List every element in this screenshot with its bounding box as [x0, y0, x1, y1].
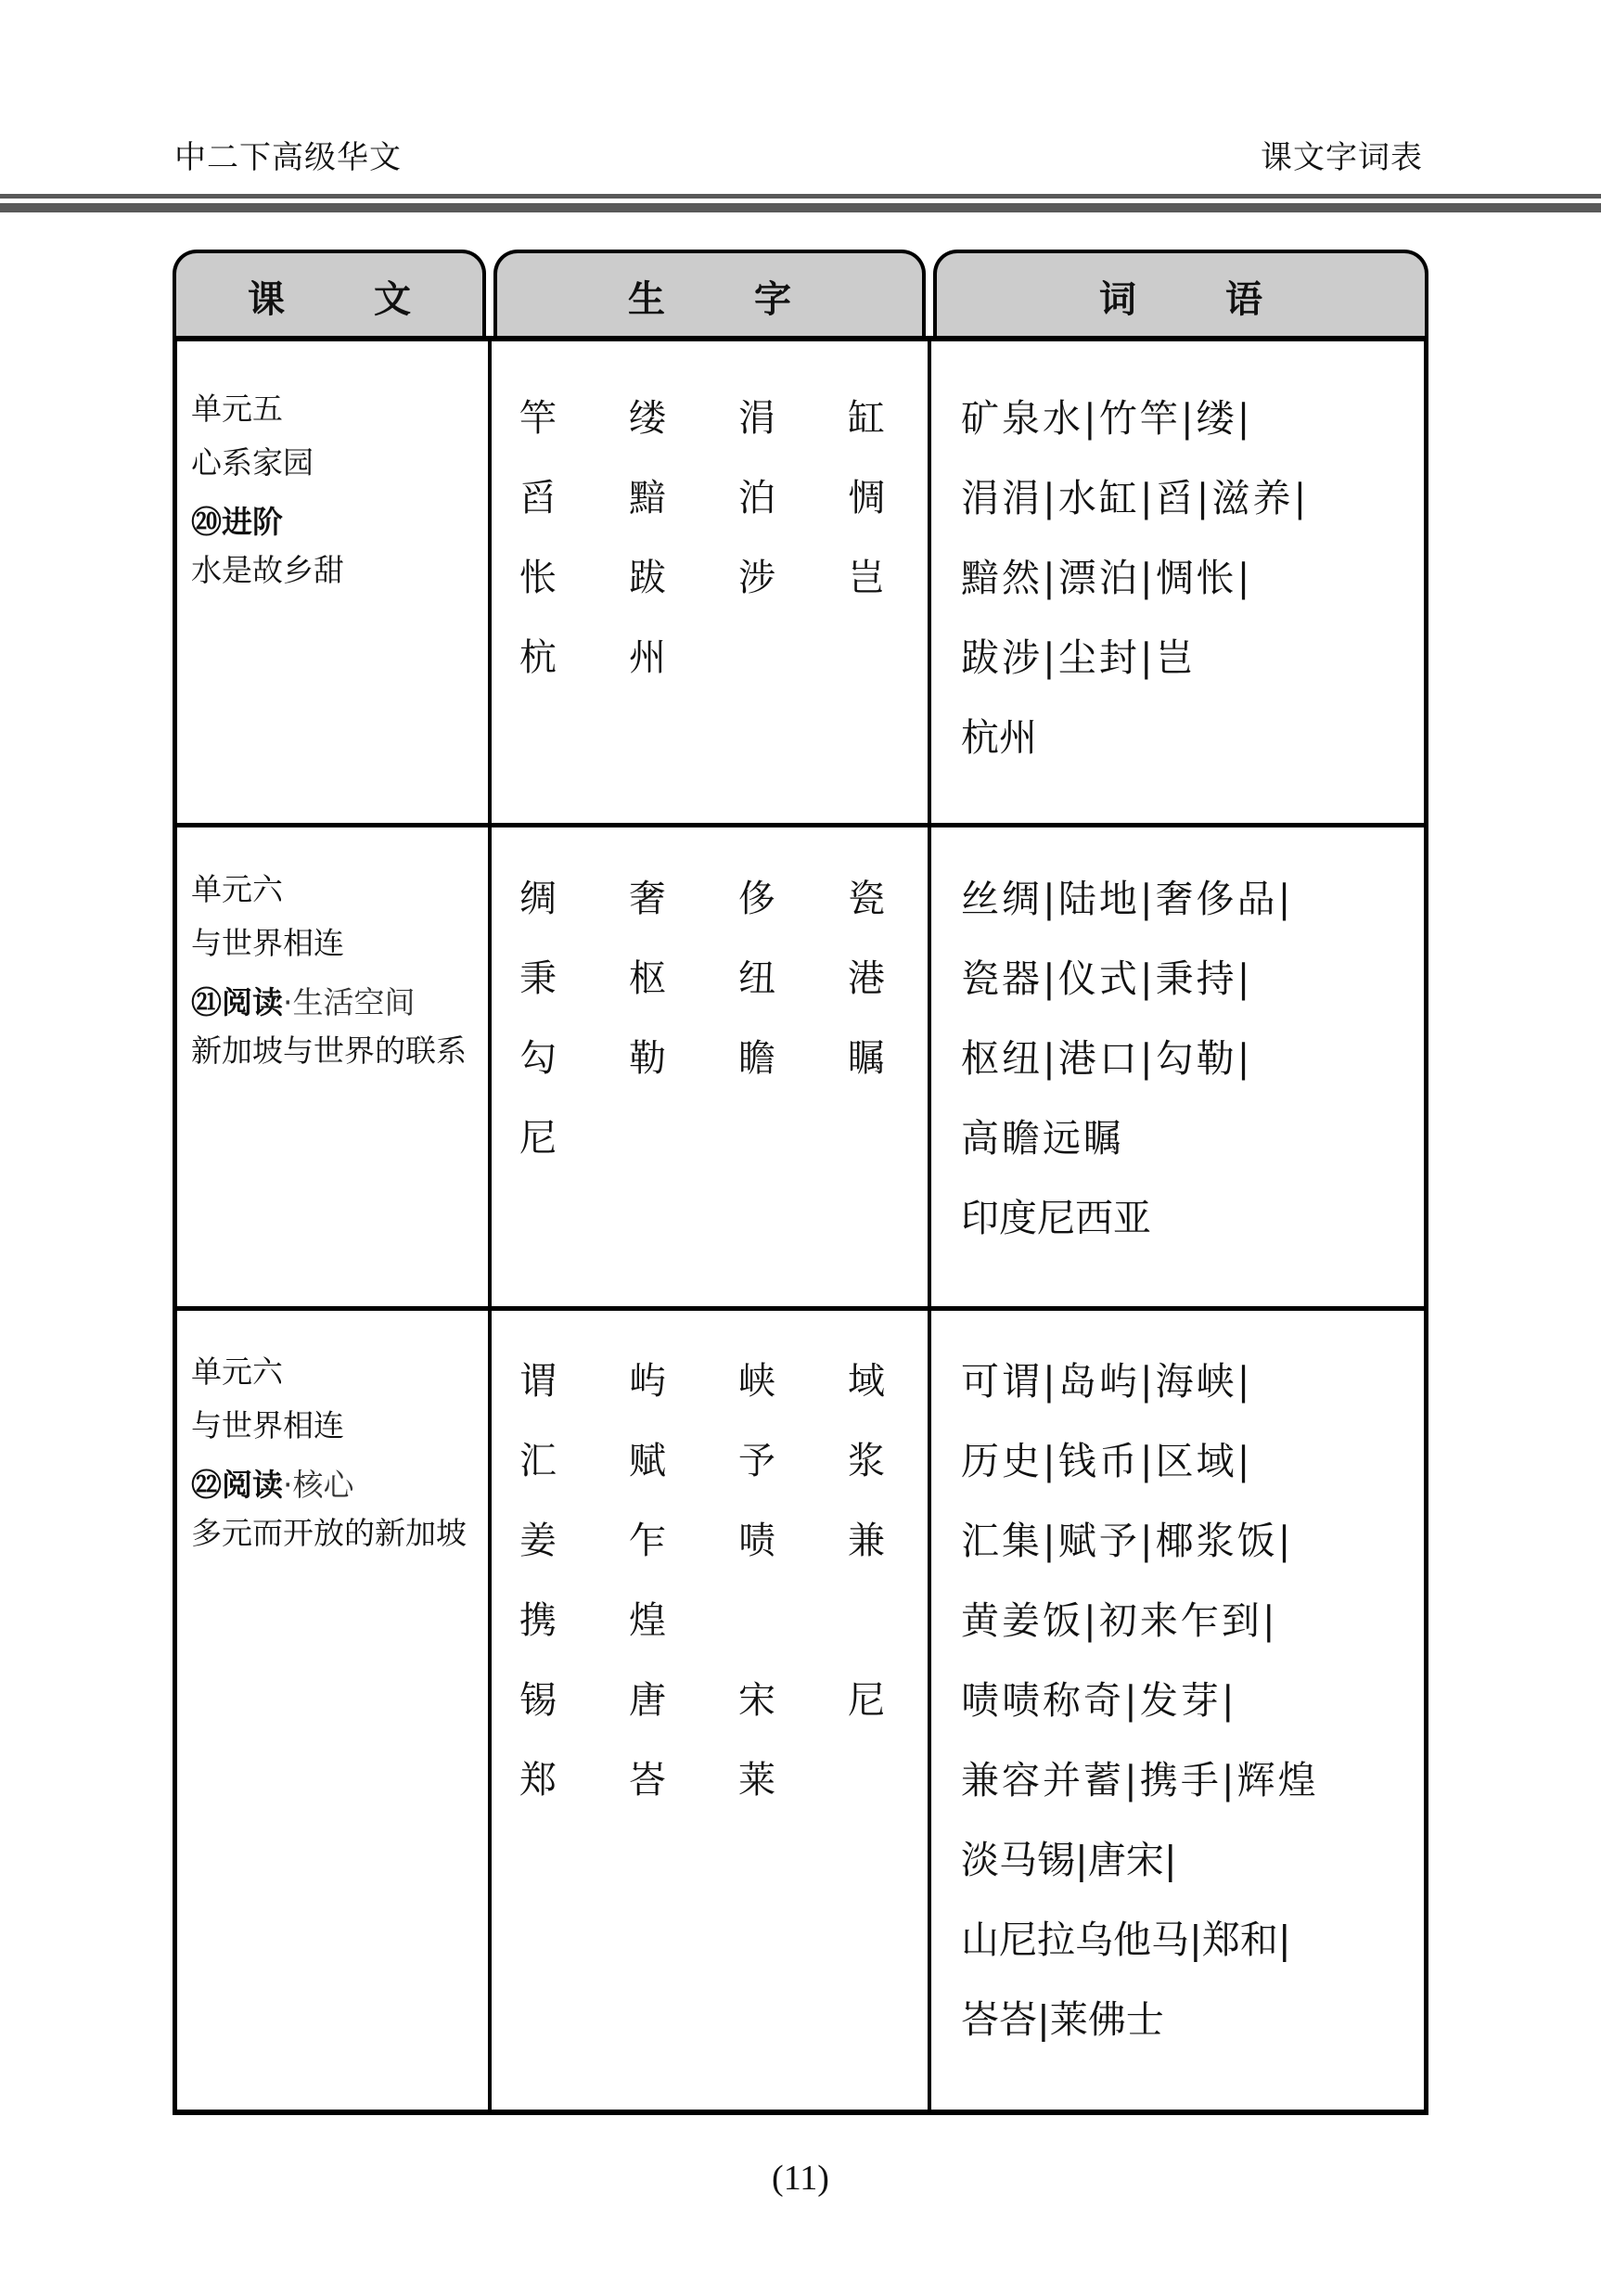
word-line: 高瞻远瞩	[961, 1116, 1124, 1161]
new-char: 赋	[629, 1440, 666, 1482]
new-char: 港	[848, 957, 885, 1000]
row-divider	[173, 823, 1428, 827]
new-char: 乍	[629, 1520, 666, 1562]
new-char: 涉	[738, 557, 775, 599]
word-line: 瓷器|仪式|秉持|	[961, 956, 1253, 1001]
running-header-right: 课文字词表	[1261, 139, 1423, 176]
row-divider	[173, 1306, 1428, 1311]
new-char: 缸	[848, 397, 885, 440]
new-char: 煌	[629, 1599, 666, 1642]
new-char: 尼	[519, 1117, 557, 1160]
word-line: 黯然|漂泊|惆怅|	[961, 556, 1253, 600]
lesson-cell	[191, 863, 479, 1078]
new-char: 涓	[738, 397, 775, 440]
lesson-heading: ㉑阅读·生活空间	[191, 984, 416, 1020]
word-line: 山尼拉乌他马|郑和|	[961, 1918, 1291, 1962]
new-char: 屿	[629, 1360, 666, 1403]
words-cell	[961, 859, 1415, 1258]
new-char: 峇	[629, 1759, 666, 1802]
word-line: 历史|钱币|区域|	[961, 1439, 1253, 1483]
word-line: 丝绸|陆地|奢侈品|	[961, 877, 1294, 921]
header-rule-thick	[0, 203, 1601, 212]
new-char: 锡	[519, 1679, 557, 1722]
new-char: 瞻	[738, 1037, 775, 1080]
new-char: 尼	[848, 1679, 885, 1722]
lesson-heading: ㉒阅读·核心	[191, 1467, 354, 1503]
word-line: 可谓|岛屿|海峡|	[961, 1359, 1253, 1404]
running-header-left: 中二下高级华文	[174, 139, 402, 176]
new-char: 跋	[629, 557, 666, 599]
new-char: 奢	[629, 878, 666, 920]
new-char: 泊	[738, 477, 775, 519]
lesson-title: 新加坡与世界的联系	[191, 1033, 467, 1069]
new-char	[848, 1740, 957, 1820]
new-char: 竿	[519, 397, 557, 440]
word-line: 涓涓|水缸|舀|滋养|	[961, 476, 1310, 520]
new-char: 莱	[738, 1759, 775, 1802]
new-char: 州	[629, 636, 666, 679]
words-cell	[961, 1341, 1415, 2059]
new-char: 舀	[519, 477, 557, 519]
lesson-cell	[191, 1345, 479, 1560]
new-chars-cell	[519, 378, 909, 698]
new-chars-cell	[519, 1341, 909, 1820]
unit-theme: 心系家园	[191, 444, 314, 481]
unit-label: 单元六	[191, 1353, 283, 1390]
lesson-heading: ⑳进阶	[191, 504, 283, 540]
new-char: 枢	[629, 957, 666, 1000]
header-rule-thin	[0, 194, 1601, 199]
new-char: 姜	[519, 1520, 557, 1562]
new-char: 杭	[519, 636, 557, 679]
word-line: 杭州	[961, 715, 1037, 760]
column-divider	[488, 340, 492, 2115]
word-line: 枢纽|港口|勾勒|	[961, 1036, 1253, 1081]
new-chars-cell	[519, 859, 909, 1178]
new-char: 唐	[629, 1679, 666, 1722]
new-char: 勒	[629, 1037, 666, 1080]
new-char: 惆	[848, 477, 885, 519]
new-char: 绸	[519, 878, 557, 920]
new-char: 黯	[629, 477, 666, 519]
word-line: 峇峇|莱佛士	[961, 1997, 1164, 2042]
word-line: 跋涉|尘封|岂	[961, 635, 1197, 680]
new-char: 予	[738, 1440, 775, 1482]
new-char: 啧	[738, 1520, 775, 1562]
unit-label: 单元五	[191, 391, 283, 427]
word-line: 印度尼西亚	[961, 1196, 1151, 1240]
new-char: 兼	[848, 1520, 885, 1562]
new-char	[848, 1581, 957, 1661]
words-cell	[961, 378, 1415, 777]
word-line: 啧啧称奇|发芽|	[961, 1678, 1237, 1723]
new-char: 峡	[738, 1360, 775, 1403]
new-char: 谓	[519, 1360, 557, 1403]
column-header-lesson: 课 文	[173, 250, 486, 340]
new-char: 汇	[519, 1440, 557, 1482]
word-line: 矿泉水|竹竿|缕|	[961, 396, 1253, 441]
new-char: 怅	[519, 557, 557, 599]
new-char	[738, 1581, 848, 1661]
word-line: 淡马锡|唐宋|	[961, 1838, 1177, 1882]
lesson-title: 多元而开放的新加坡	[191, 1515, 467, 1551]
word-line: 汇集|赋予|椰浆饭|	[961, 1519, 1294, 1563]
column-header-words: 词 语	[933, 250, 1428, 340]
unit-theme: 与世界相连	[191, 925, 344, 961]
new-char: 浆	[848, 1440, 885, 1482]
new-char: 缕	[629, 397, 666, 440]
word-line: 兼容并蓄|携手|辉煌	[961, 1758, 1319, 1802]
lesson-cell	[191, 382, 479, 597]
unit-theme: 与世界相连	[191, 1407, 344, 1443]
lesson-title: 水是故乡甜	[191, 552, 344, 588]
new-char: 侈	[738, 878, 775, 920]
new-char: 纽	[738, 957, 775, 1000]
word-line: 黄姜饭|初来乍到|	[961, 1598, 1278, 1643]
unit-label: 单元六	[191, 871, 283, 907]
new-char: 宋	[738, 1679, 775, 1722]
new-char: 岂	[848, 557, 885, 599]
new-char: 秉	[519, 957, 557, 1000]
new-char: 勾	[519, 1037, 557, 1080]
new-char: 域	[848, 1360, 885, 1403]
column-header-new-chars: 生 字	[493, 250, 926, 340]
new-char: 瞩	[848, 1037, 885, 1080]
page-number: (11)	[772, 2159, 829, 2198]
new-char: 携	[519, 1599, 557, 1642]
new-char: 郑	[519, 1759, 557, 1802]
new-char: 瓷	[848, 878, 885, 920]
